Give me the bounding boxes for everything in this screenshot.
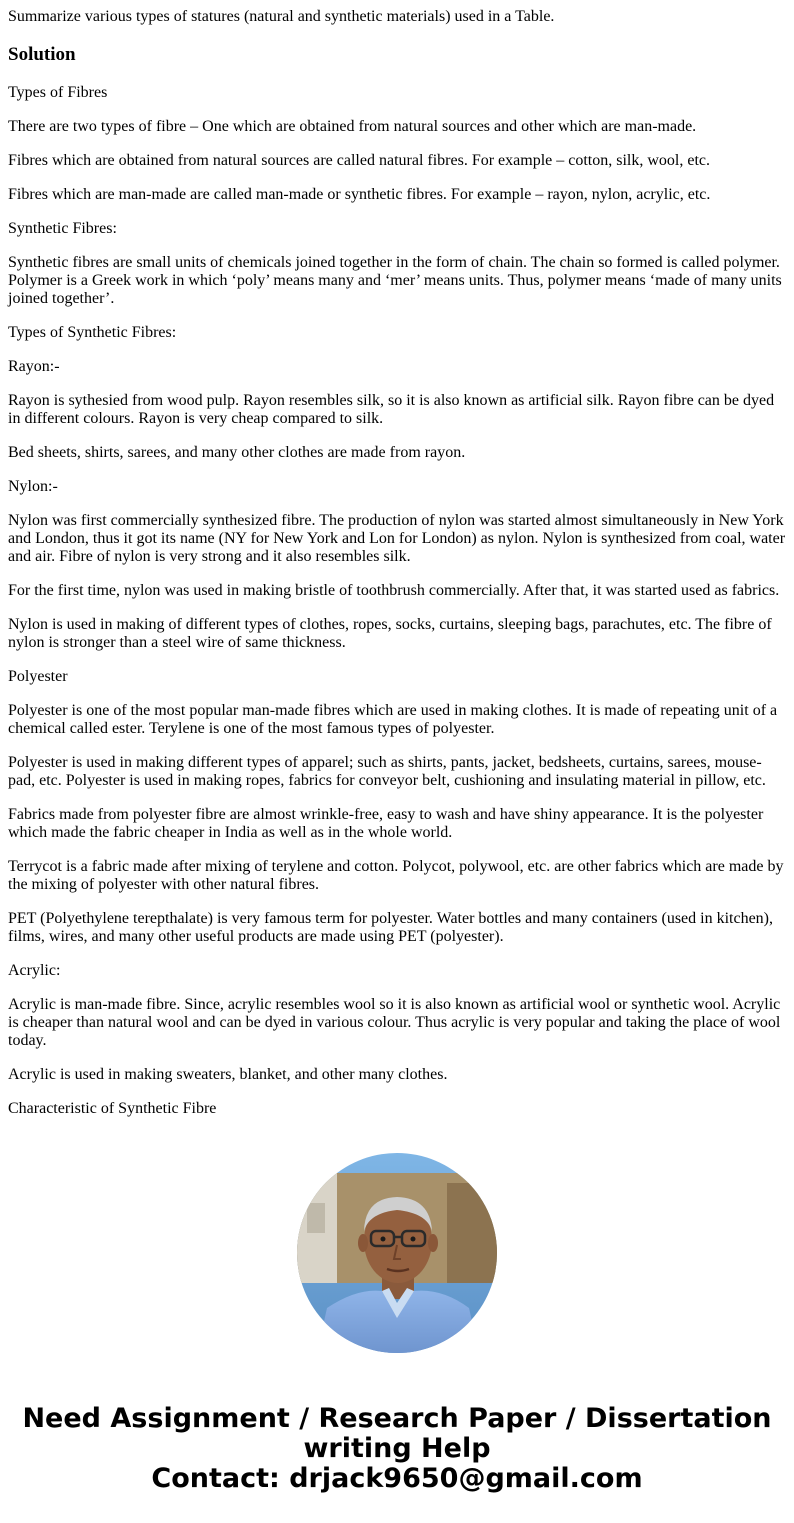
- paragraph: Nylon is used in making of different types of clothes, ropes, socks, curtains, sleeping bags, parachutes, etc. The fibre of nylon is stronger than a steel wire of same thickness.: [8, 616, 772, 651]
- paragraph: Acrylic is man-made fibre. Since, acrylic resembles wool so it is also known as artificial wool or synthetic wool. Acrylic is cheaper than natural wool and can be dyed in various colour. Thus acrylic is very popular and taking the place of wool today.: [8, 996, 781, 1049]
- solution-heading: Solution: [8, 44, 76, 65]
- promo-contact: Contact: drjack9650@gmail.com: [151, 1463, 643, 1494]
- promo-line: Need Assignment / Research Paper / Dissertation: [22, 1403, 772, 1434]
- paragraph: Nylon was first commercially synthesized fibre. The production of nylon was started almost simultaneously in New York and London, thus it got its name (NY for New York and Lon for London) as nylon. Nylon is synthesized from coal, water and air. Fibre of nylon is very strong and it also resembles silk.: [8, 512, 786, 565]
- paragraph: Types of Synthetic Fibres:: [8, 324, 177, 341]
- paragraph: Polyester: [8, 668, 68, 685]
- paragraph: For the first time, nylon was used in making bristle of toothbrush commercially. After that, it was started used as fabrics.: [8, 582, 780, 599]
- question-text: Summarize various types of statures (natural and synthetic materials) used in a Table.: [8, 8, 555, 25]
- paragraph: Characteristic of Synthetic Fibre: [8, 1100, 217, 1117]
- paragraph: Bed sheets, shirts, sarees, and many other clothes are made from rayon.: [8, 444, 466, 461]
- paragraph: Synthetic Fibres:: [8, 220, 117, 237]
- author-portrait-image: [297, 1153, 497, 1353]
- paragraph: Fabrics made from polyester fibre are almost wrinkle-free, easy to wash and have shiny appearance. It is the polyester which made the fabric cheaper in India as well as in the whole world.: [8, 806, 764, 841]
- paragraph: Rayon:-: [8, 358, 60, 375]
- paragraph: Rayon is sythesied from wood pulp. Rayon resembles silk, so it is also known as artificial silk. Rayon fibre can be dyed in different colours. Rayon is very cheap compared to silk.: [8, 392, 775, 427]
- promo-banner: [0, 1404, 794, 1494]
- paragraph: Polyester is used in making different types of apparel; such as shirts, pants, jacket, bedsheets, curtains, sarees, mouse-pad, etc. Polyester is used in making ropes, fabrics for conveyor belt, cushioning and insulating material in pillow, etc.: [8, 754, 766, 789]
- paragraph: Synthetic fibres are small units of chemicals joined together in the form of chain. The chain so formed is called polymer. Polymer is a Greek work in which ‘poly’ means many and ‘mer’ means units. Thus, polymer means ‘made of many units joined together’.: [8, 254, 782, 307]
- paragraph: Nylon:-: [8, 478, 58, 495]
- paragraph: Fibres which are man-made are called man-made or synthetic fibres. For example – rayon, nylon, acrylic, etc.: [8, 186, 711, 203]
- promo-line: writing Help: [303, 1433, 491, 1464]
- paragraph: Fibres which are obtained from natural sources are called natural fibres. For example – cotton, silk, wool, etc.: [8, 152, 710, 169]
- paragraph: Acrylic:: [8, 962, 61, 979]
- paragraph: Polyester is one of the most popular man-made fibres which are used in making clothes. It is made of repeating unit of a chemical called ester. Terylene is one of the most famous types of polyester.: [8, 702, 778, 737]
- paragraph: There are two types of fibre – One which are obtained from natural sources and other which are man-made.: [8, 118, 697, 135]
- paragraph: Types of Fibres: [8, 84, 108, 101]
- author-avatar: [297, 1153, 497, 1353]
- paragraph: Acrylic is used in making sweaters, blanket, and other many clothes.: [8, 1066, 448, 1083]
- paragraph: PET (Polyethylene terepthalate) is very famous term for polyester. Water bottles and many containers (used in kitchen), films, wires, and many other useful products are made using PET (polyester).: [8, 910, 774, 945]
- paragraph: Terrycot is a fabric made after mixing of terylene and cotton. Polycot, polywool, etc. are other fabrics which are made by the mixing of polyester with other natural fibres.: [8, 858, 784, 893]
